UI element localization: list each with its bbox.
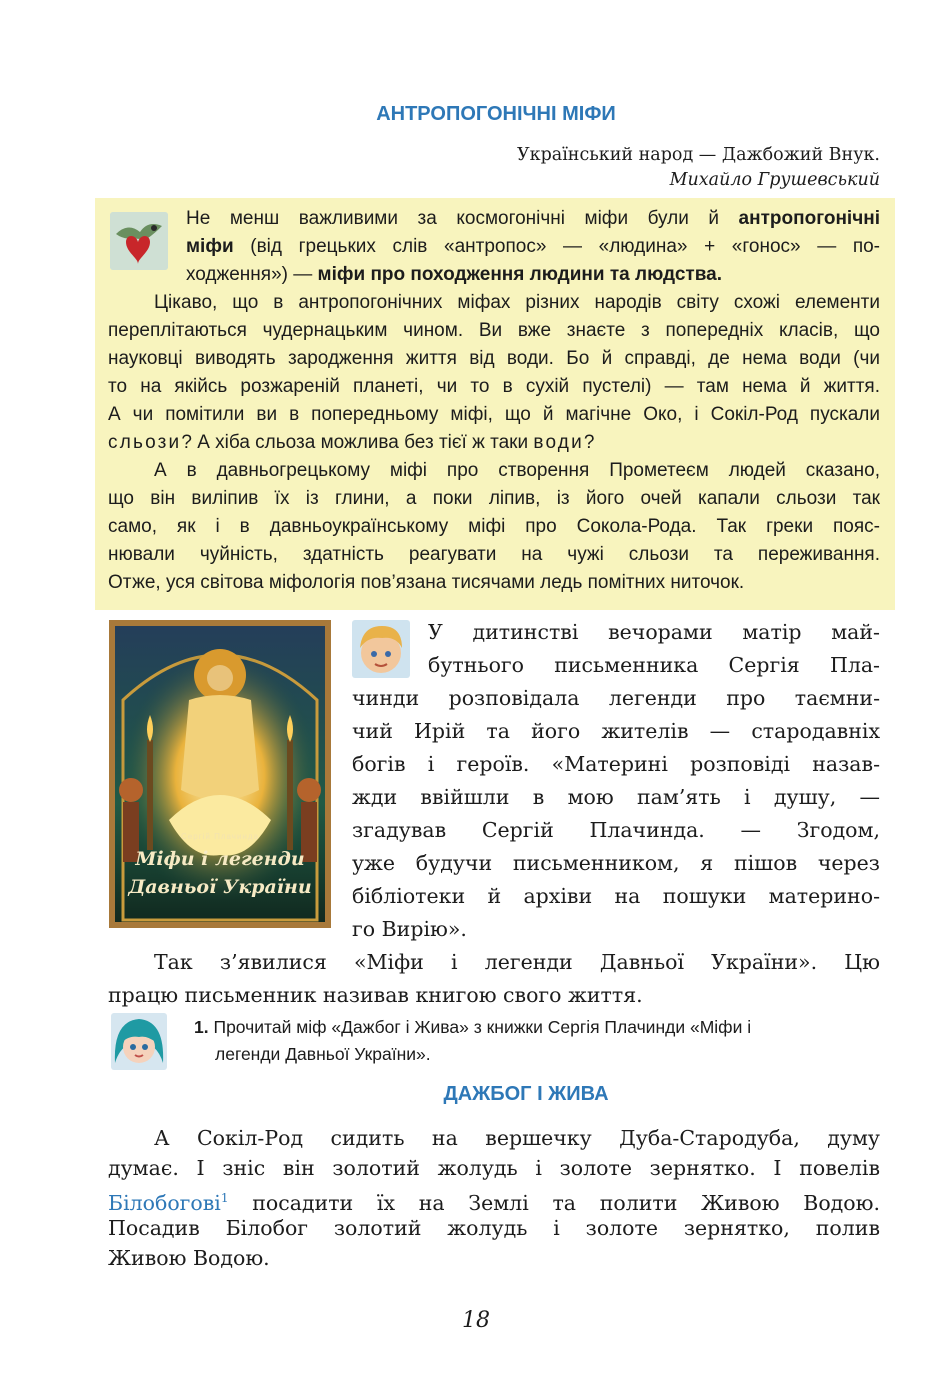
after-bio-line: працю письменник називав книгою свого життя. (108, 983, 643, 1007)
bio-line: жди ввійшли в мою пам’ять і душу, — (352, 785, 880, 809)
emphasis-tears: сльози (108, 432, 182, 453)
bio-line: го Вирію». (352, 917, 467, 941)
epigraph-author: Михайло Грушевський (669, 170, 880, 190)
bio-line: У дитинстві вечорами матір май- (428, 620, 880, 644)
info-line-3 (186, 261, 880, 289)
info-line-1 (186, 205, 880, 233)
section-title: АНТРОПОГОНІЧНІ МІФИ (376, 103, 616, 125)
info-text: ? А хіба сльоза можлива без тієї ж таки (181, 432, 534, 453)
bio-line: уже будучи письменником, я пішов через (352, 851, 880, 875)
info-p2-line: А чи помітили ви в попередньому міфі, що й магічне Око, і Сокіл-Род пускали (108, 404, 880, 425)
info-term: міфи про походження людини та людства. (317, 264, 723, 285)
info-text: Не менш важливими за космогонічні міфи були й (186, 208, 739, 229)
story-line: думає. І зніс він золотий жолудь і золоте зернятко. І повелів (108, 1156, 880, 1180)
info-p3-line: нювали чуйність, здатність реагувати на чужі сльози та переживання. (108, 544, 880, 565)
after-bio-line: Так з’явилися «Міфи і легенди Давньої України». Цю (154, 950, 880, 974)
info-term: міфи (186, 236, 234, 257)
boy-face-icon (352, 620, 410, 678)
story-line: Живою Водою. (108, 1246, 270, 1270)
emphasis-water: води (533, 432, 584, 453)
footnote-marker[interactable]: 1 (220, 1191, 229, 1205)
info-p3-line: що він виліпив їх із глини, а поки ліпив, із його очей капали сльози так (108, 488, 880, 509)
epigraph-quote: Український народ — Дажбожий Внук. (516, 145, 880, 165)
info-line-2 (186, 233, 880, 261)
info-term: антропогонічні (738, 208, 880, 229)
info-p3-line: само, як і в давньоукраїнському міфі про Сокола-Рода. Так греки пояс- (108, 516, 880, 537)
info-p3-line: А в давньогрецькому міфі про створення Прометеєм людей сказано, (154, 460, 880, 481)
info-p3-line: Отже, уся світова міфологія пов’язана тисячами ледь помітних ниточок. (108, 572, 745, 593)
info-p2-line: то на якійсь розжареній планеті, чи то в сухій пустелі) — там нема й життя. (108, 376, 880, 397)
girl-face-icon (111, 1013, 167, 1070)
bio-line: бібліотеки й архіви на пошуки материно- (352, 884, 880, 908)
task-line-2: легенди Давньої України». (215, 1044, 431, 1064)
info-p2-last-line (108, 429, 880, 457)
info-text: (від грецьких слів «антропос» — «людина» + «гонос» — по- (233, 236, 880, 257)
story-text: посадити їх на Землі та полити Живою Водою. (228, 1190, 880, 1215)
book-cover-title-2: Давньої України (128, 876, 312, 898)
bio-line: чий Ирій та його жителів — стародавніх (352, 719, 880, 743)
book-cover-title-1: Міфи і легенди (135, 848, 305, 870)
info-text: ? (583, 432, 595, 453)
book-cover-image (109, 620, 331, 928)
story-line: А Сокіл-Род сидить на вершечку Дуба-Стародуба, думу (154, 1126, 880, 1150)
task-text: Прочитай міф «Дажбог і Жива» з книжки Сергія Плачинди «Міфи і (213, 1017, 752, 1037)
bio-line: богів і героїв. «Материні розповіді назав- (352, 752, 880, 776)
book-cover-author: Сергій Плачинда (181, 832, 259, 841)
footnote-link[interactable]: Білобогові (108, 1190, 221, 1215)
bird-heart-icon (110, 212, 168, 270)
info-text: ходження») — (186, 264, 318, 285)
story-title: ДАЖБОГ І ЖИВА (443, 1083, 609, 1105)
page-number: 18 (462, 1308, 490, 1333)
info-p2-line: переплітаються чудернацьким чином. Ви вже знаєте з попередніх класів, що (108, 320, 880, 341)
bio-line: чинди розповідала легенди про таємни- (352, 686, 880, 710)
info-p2-line: Цікаво, що в антропогонічних міфах різних народів світу схожі елементи (154, 292, 880, 313)
info-p2-line: науковці виводять зародження життя від води. Бо й справді, де нема води (чи (108, 348, 880, 369)
bio-line: згадував Сергій Плачинда. — Згодом, (352, 818, 880, 842)
task-line-1 (194, 1014, 751, 1041)
bio-line: бутнього письменника Сергія Пла- (428, 653, 880, 677)
story-line: Посадив Білобог золотий жолудь і золоте зернятко, полив (108, 1216, 880, 1240)
task-number: 1. (194, 1017, 209, 1037)
